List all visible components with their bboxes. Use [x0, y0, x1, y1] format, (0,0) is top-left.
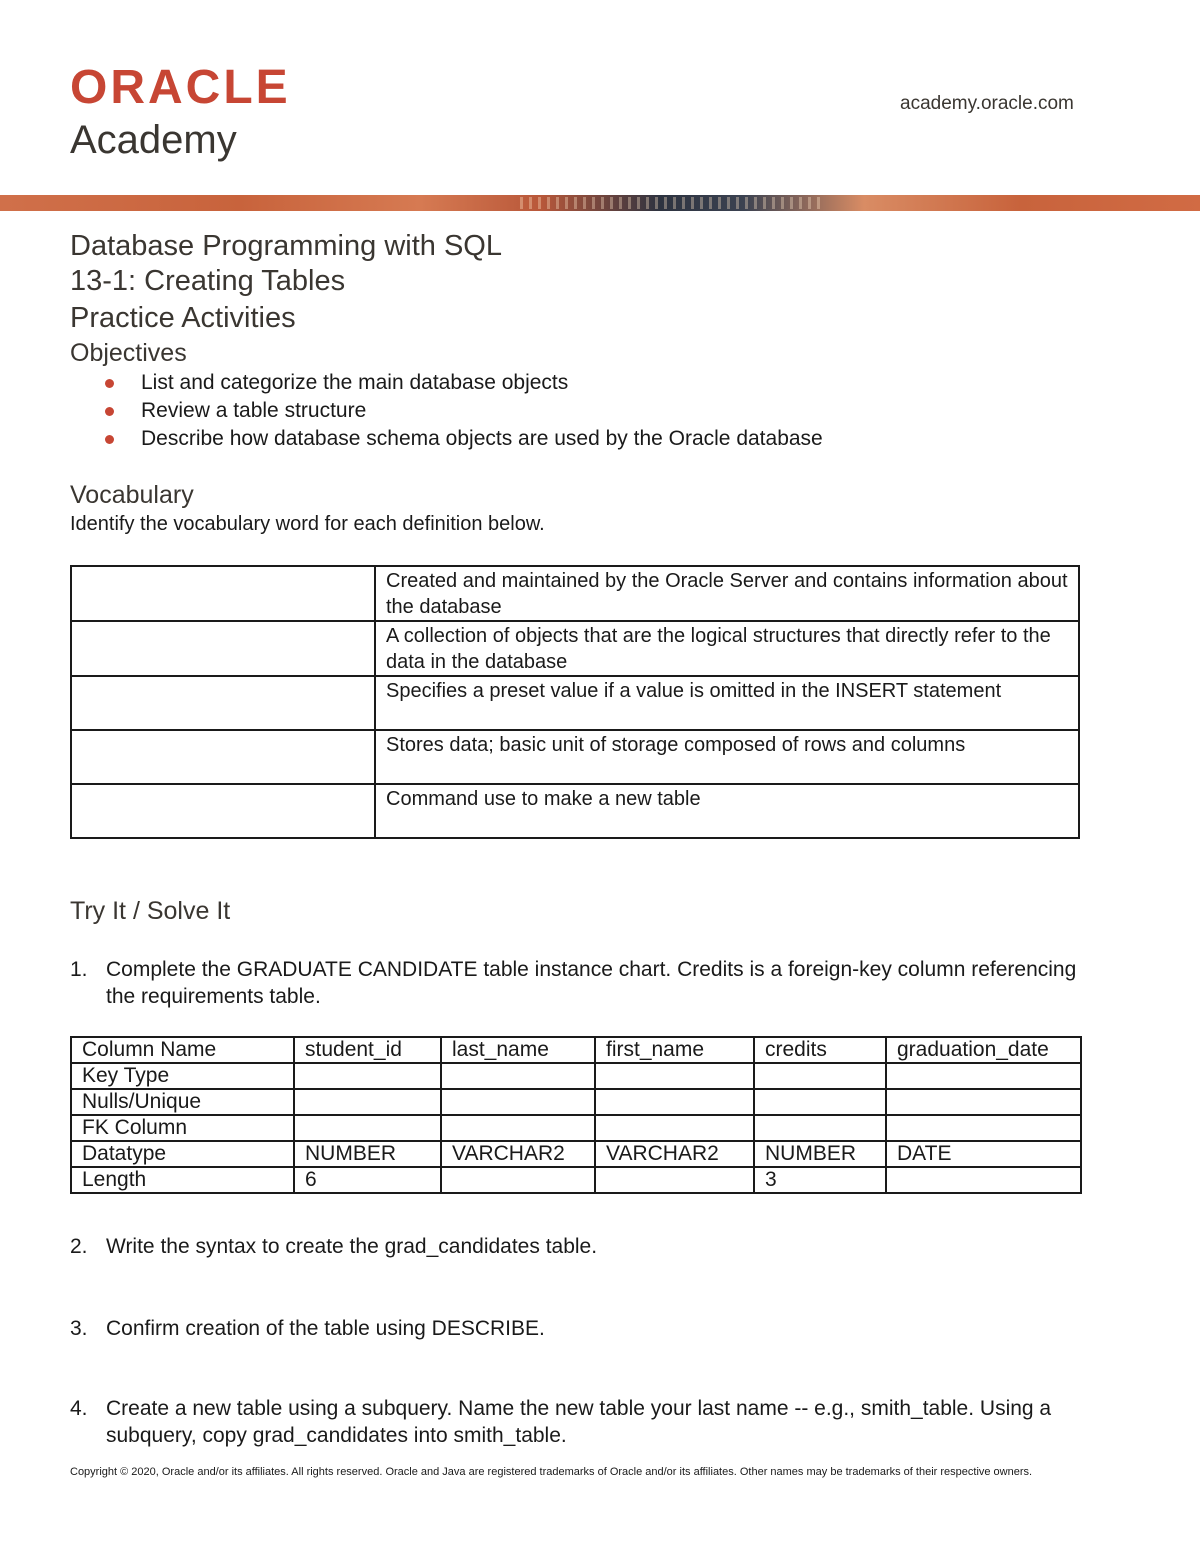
definition-cell: Command use to make a new table	[375, 784, 1079, 838]
vocabulary-instructions: Identify the vocabulary word for each definition below.	[70, 513, 545, 535]
column-header: graduation_date	[886, 1037, 1081, 1063]
answer-cell[interactable]	[441, 1115, 595, 1141]
row-label: Datatype	[71, 1141, 294, 1167]
try-it-heading: Try It / Solve It	[70, 897, 231, 925]
answer-cell[interactable]	[595, 1167, 754, 1193]
answer-cell[interactable]	[441, 1167, 595, 1193]
objectives-heading: Objectives	[70, 339, 187, 367]
objective-item: Describe how database schema objects are used by the Oracle database	[105, 425, 823, 453]
question-3	[70, 1315, 1150, 1345]
course-title: Database Programming with SQL	[70, 230, 502, 262]
row-label: Nulls/Unique	[71, 1089, 294, 1115]
answer-cell[interactable]	[595, 1089, 754, 1115]
datatype-cell: DATE	[886, 1141, 1081, 1167]
objective-item: List and categorize the main database objects	[105, 369, 823, 397]
definition-cell: Specifies a preset value if a value is omitted in the INSERT statement	[375, 676, 1079, 730]
question-text: Write the syntax to create the grad_candidates table.	[106, 1235, 598, 1258]
definition-cell: Created and maintained by the Oracle Server and contains information about the database	[375, 566, 1079, 621]
column-header: last_name	[441, 1037, 595, 1063]
datatype-cell: VARCHAR2	[441, 1141, 595, 1167]
term-answer-cell[interactable]	[71, 730, 375, 784]
question-number: 3.	[70, 1317, 88, 1340]
answer-cell[interactable]	[294, 1115, 441, 1141]
length-cell: 3	[754, 1167, 886, 1193]
table-row	[71, 1063, 1081, 1089]
table-row	[71, 1089, 1081, 1115]
vocabulary-table	[70, 565, 1080, 839]
term-answer-cell[interactable]	[71, 784, 375, 838]
question-number: 4.	[70, 1397, 88, 1420]
question-text: Complete the GRADUATE CANDIDATE table instance chart. Credits is a foreign-key column referencing the requirements table.	[106, 958, 1077, 1008]
table-row	[71, 676, 1079, 730]
site-url[interactable]: academy.oracle.com	[900, 93, 1074, 114]
bullet-icon	[105, 407, 114, 416]
objective-item: Review a table structure	[105, 397, 823, 425]
vocabulary-heading: Vocabulary	[70, 481, 194, 509]
table-row	[71, 566, 1079, 621]
academy-wordmark: Academy	[70, 118, 237, 162]
copyright-notice: Copyright © 2020, Oracle and/or its affiliates. All rights reserved. Oracle and Java are registered trademarks of Oracle and/or its affiliates. Other names may be trademarks of their respective owners.	[70, 1466, 1033, 1478]
question-2	[70, 1233, 1150, 1263]
bullet-icon	[105, 435, 114, 444]
table-row	[71, 730, 1079, 784]
question-number: 1.	[70, 958, 88, 981]
definition-cell: Stores data; basic unit of storage composed of rows and columns	[375, 730, 1079, 784]
column-header: first_name	[595, 1037, 754, 1063]
definition-cell: A collection of objects that are the logical structures that directly refer to the data in the database	[375, 621, 1079, 676]
table-row	[71, 621, 1079, 676]
question-1	[70, 956, 1150, 1016]
instance-chart-table	[70, 1036, 1082, 1194]
datatype-cell: NUMBER	[294, 1141, 441, 1167]
section-title: Practice Activities	[70, 302, 296, 334]
datatype-cell: VARCHAR2	[595, 1141, 754, 1167]
column-header: student_id	[294, 1037, 441, 1063]
row-label: Length	[71, 1167, 294, 1193]
term-answer-cell[interactable]	[71, 621, 375, 676]
answer-cell[interactable]	[886, 1089, 1081, 1115]
row-label: Key Type	[71, 1063, 294, 1089]
answer-cell[interactable]	[754, 1115, 886, 1141]
table-row	[71, 784, 1079, 838]
term-answer-cell[interactable]	[71, 566, 375, 621]
answer-cell[interactable]	[294, 1063, 441, 1089]
table-header-row	[71, 1037, 1081, 1063]
answer-cell[interactable]	[294, 1089, 441, 1115]
objectives-list	[105, 369, 823, 453]
question-text: Confirm creation of the table using DESCRIBE.	[106, 1317, 545, 1340]
question-number: 2.	[70, 1235, 88, 1258]
length-cell: 6	[294, 1167, 441, 1193]
answer-cell[interactable]	[595, 1115, 754, 1141]
answer-cell[interactable]	[441, 1089, 595, 1115]
answer-cell[interactable]	[441, 1063, 595, 1089]
table-row	[71, 1167, 1081, 1193]
term-answer-cell[interactable]	[71, 676, 375, 730]
answer-cell[interactable]	[886, 1115, 1081, 1141]
table-row	[71, 1141, 1081, 1167]
bullet-icon	[105, 379, 114, 388]
answer-cell[interactable]	[595, 1063, 754, 1089]
answer-cell[interactable]	[886, 1063, 1081, 1089]
question-4	[70, 1395, 1150, 1455]
answer-cell[interactable]	[754, 1089, 886, 1115]
datatype-cell: NUMBER	[754, 1141, 886, 1167]
row-label: FK Column	[71, 1115, 294, 1141]
table-row	[71, 1115, 1081, 1141]
oracle-logo: ORACLE	[70, 61, 291, 114]
answer-cell[interactable]	[754, 1063, 886, 1089]
lesson-title: 13-1: Creating Tables	[70, 265, 346, 297]
banner-texture	[520, 197, 820, 209]
question-text: Create a new table using a subquery. Name the new table your last name -- e.g., smith_table. Using a subquery, copy grad_candidates into smith_table.	[106, 1397, 1052, 1447]
column-header: credits	[754, 1037, 886, 1063]
column-header: Column Name	[71, 1037, 294, 1063]
answer-cell[interactable]	[886, 1167, 1081, 1193]
